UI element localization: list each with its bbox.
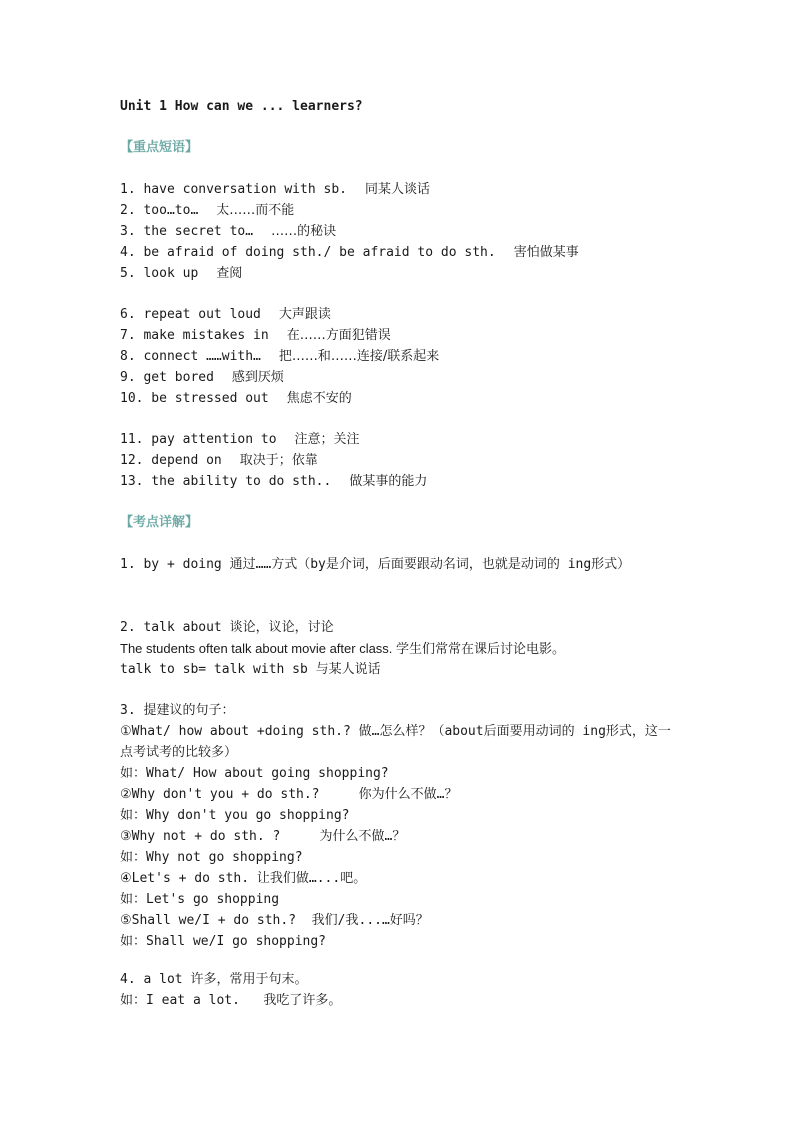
point-3-item-5: ⑤Shall we/I + do sth.? 我们/我...…好吗？: [120, 913, 429, 928]
phrase-en: 10. be stressed out: [120, 391, 269, 406]
phrase-en: 13. the ability to do sth..: [120, 474, 332, 489]
phrase-en: 12. depend on: [120, 453, 222, 468]
phrase-group-2: [120, 304, 680, 409]
phrase-item: [120, 450, 680, 471]
phrase-item: [120, 429, 680, 450]
point-1: 1. by + doing 通过……方式（by是介词，后面要跟动名词，也就是动词的 ing形式）: [120, 557, 631, 572]
phrase-en: 3. the secret to…: [120, 224, 254, 239]
phrase-zh: 做某事的能力: [349, 474, 428, 489]
phrase-zh: 在……方面犯错误: [286, 328, 391, 343]
phrase-zh: 太……而不能: [216, 203, 295, 218]
phrase-zh: 查阅: [216, 266, 243, 281]
point-2: [120, 617, 680, 680]
point-3-item-2-example: 如：Why don't you go shopping?: [120, 808, 350, 823]
point-3-item-5-example: 如：Shall we/I go shopping?: [120, 934, 327, 949]
phrase-item: [120, 179, 680, 200]
point-4-title: 4. a lot 许多，常用于句末。: [120, 972, 308, 987]
phrase-zh: 注意；关注: [294, 432, 360, 447]
phrase-item: [120, 346, 680, 367]
phrase-zh: 取决于；依靠: [239, 453, 318, 468]
phrase-item: [120, 221, 680, 242]
point-2-example: The students often talk about movie after class. 学生们常常在课后讨论电影。: [120, 641, 566, 656]
phrase-group-3: [120, 429, 680, 492]
phrase-zh: 把……和……连接/联系起来: [278, 349, 440, 364]
phrase-en: 8. connect ……with…: [120, 349, 261, 364]
point-3-item-4-example: 如：Let's go shopping: [120, 892, 280, 907]
phrase-en: 1. have conversation with sb.: [120, 182, 347, 197]
phrase-zh: 同某人谈话: [364, 182, 430, 197]
point-3-item-1: ①What/ how about +doing sth.? 做…怎么样？（about后面要用动词的 ing形式，这一点考试考的比较多）: [120, 724, 671, 760]
phrase-item: [120, 242, 680, 263]
phrase-en: 2. too…to…: [120, 203, 199, 218]
phrase-item: [120, 388, 680, 409]
phrase-en: 9. get bored: [120, 370, 214, 385]
phrase-zh: ……的秘诀: [271, 224, 337, 239]
phrase-zh: 害怕做某事: [513, 245, 579, 260]
key-phrases-heading: 【重点短语】: [120, 140, 199, 155]
unit-title: Unit 1 How can we ... learners?: [120, 99, 363, 114]
key-points-heading: 【考点详解】: [120, 515, 199, 530]
phrase-en: 7. make mistakes in: [120, 328, 269, 343]
point-3-item-2: ②Why don't you + do sth.? 你为什么不做…？: [120, 787, 458, 802]
phrase-en: 6. repeat out loud: [120, 307, 261, 322]
point-3-item-4: ④Let's + do sth. 让我们做…...吧。: [120, 871, 367, 886]
point-2-note: talk to sb= talk with sb 与某人说话: [120, 662, 381, 677]
point-3: [120, 700, 680, 952]
phrase-group-1: [120, 179, 680, 284]
phrase-zh: 感到厌烦: [231, 370, 284, 385]
phrase-item: [120, 263, 680, 284]
point-4: [120, 969, 680, 1011]
phrase-zh: 大声跟读: [278, 307, 331, 322]
phrase-item: [120, 200, 680, 221]
point-3-item-3: ③Why not + do sth. ? 为什么不做…？: [120, 829, 406, 844]
phrase-en: 11. pay attention to: [120, 432, 277, 447]
phrase-item: [120, 304, 680, 325]
point-3-item-1-example: 如：What/ How about going shopping?: [120, 766, 389, 781]
phrase-item: [120, 325, 680, 346]
phrase-item: [120, 471, 680, 492]
phrase-item: [120, 367, 680, 388]
phrase-zh: 焦虑不安的: [286, 391, 352, 406]
point-3-item-3-example: 如：Why not go shopping?: [120, 850, 303, 865]
point-4-example: 如：I eat a lot. 我吃了许多。: [120, 993, 342, 1008]
point-3-title: 3. 提建议的句子：: [120, 703, 235, 718]
phrase-en: 4. be afraid of doing sth./ be afraid to do sth.: [120, 245, 496, 260]
phrase-en: 5. look up: [120, 266, 199, 281]
point-2-title: 2. talk about 谈论，议论，讨论: [120, 620, 334, 635]
